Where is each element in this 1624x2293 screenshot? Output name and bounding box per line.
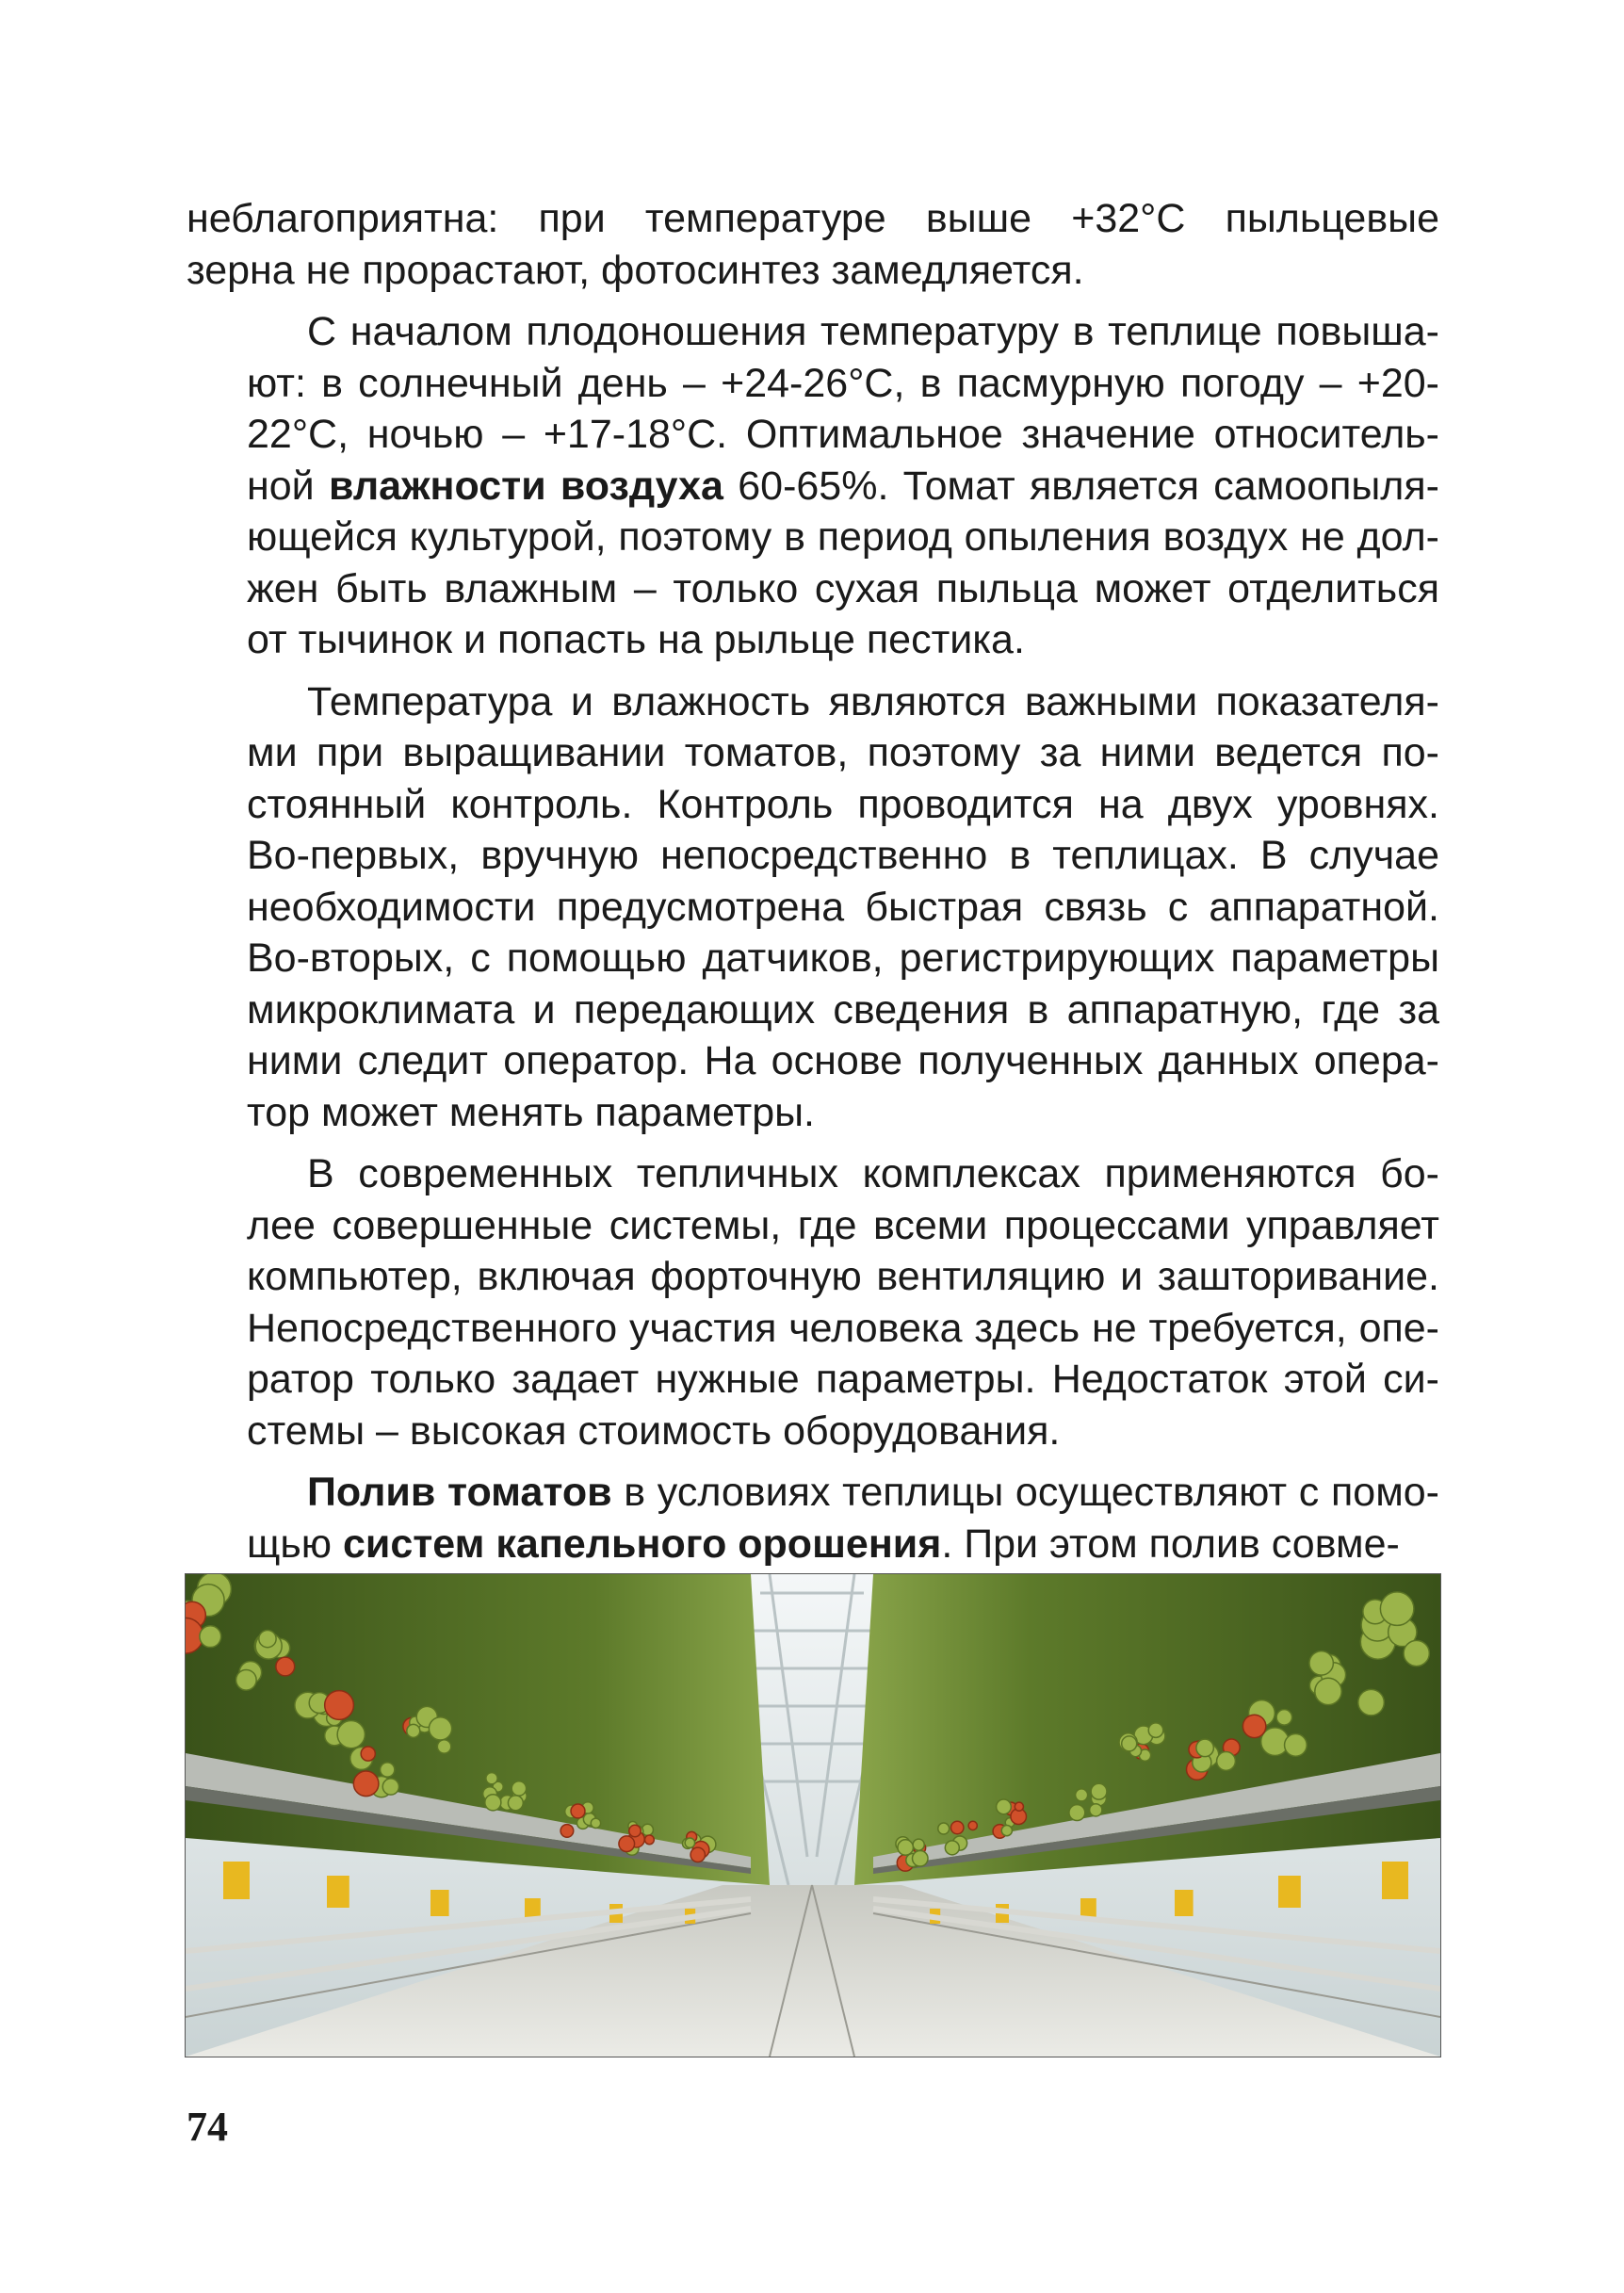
text-run: тор может менять параметры. xyxy=(247,1089,815,1135)
text-line xyxy=(187,306,1439,358)
green-tomato xyxy=(337,1721,365,1748)
ripe-tomato xyxy=(276,1657,295,1676)
paragraph xyxy=(187,676,1439,1139)
text-line xyxy=(187,1467,1439,1519)
ripe-tomato xyxy=(560,1825,574,1838)
ripe-tomato xyxy=(1242,1715,1265,1737)
text-run: ними следит оператор. На основе полученных данных опера- xyxy=(247,1038,1439,1083)
green-tomato xyxy=(1090,1804,1102,1816)
ripe-tomato xyxy=(645,1835,655,1845)
green-tomato xyxy=(200,1626,221,1648)
green-tomato xyxy=(997,1799,1012,1814)
green-tomato xyxy=(913,1850,929,1866)
green-tomato xyxy=(913,1839,924,1850)
text-line xyxy=(187,358,1439,410)
text-run: зерна не прорастают, фотосинтез замедляется. xyxy=(187,247,1084,293)
text-run: 22°С, ночью – +17-18°С. Оптимальное значение относитель- xyxy=(247,412,1439,457)
text-line xyxy=(187,1087,1439,1139)
text-run: Во-первых, вручную непосредственно в теплицах. В случае xyxy=(247,833,1439,878)
paragraph xyxy=(187,306,1439,666)
text-run: щью xyxy=(247,1521,343,1567)
green-tomato xyxy=(508,1796,523,1811)
ripe-tomato xyxy=(325,1691,354,1720)
text-line xyxy=(187,1303,1439,1355)
text-line xyxy=(187,676,1439,728)
ripe-tomato xyxy=(619,1836,635,1852)
text-run: лее совершенные системы, где всеми процессами управляет xyxy=(247,1202,1439,1248)
green-tomato xyxy=(1148,1723,1162,1737)
greenhouse-photo xyxy=(185,1573,1441,2057)
text-run: В современных тепличных комплексах применяются бо- xyxy=(307,1151,1439,1196)
text-line xyxy=(187,984,1439,1036)
text-run: необходимости предусмотрена быстрая связь с аппаратной. xyxy=(247,884,1439,930)
green-tomato xyxy=(259,1630,276,1647)
green-tomato xyxy=(381,1763,395,1777)
yellow-sticky-trap xyxy=(430,1890,449,1916)
text-run: стоянный контроль. Контроль проводится на двух уровнях. xyxy=(247,781,1439,827)
green-tomato xyxy=(898,1840,913,1855)
text-run: Во-вторых, с помощью датчиков, регистрирующих параметры xyxy=(247,935,1439,981)
bold-term: Полив томатов xyxy=(307,1470,612,1515)
text-run: неблагоприятна: при температуре выше +32°С пыльцевые xyxy=(187,196,1439,241)
text-line xyxy=(187,882,1439,934)
text-line xyxy=(187,727,1439,779)
text-run: Непосредственного участия человека здесь не требуется, опе- xyxy=(247,1305,1439,1351)
ripe-tomato xyxy=(571,1804,585,1818)
green-tomato xyxy=(1091,1783,1107,1799)
text-run: . При этом полив совме- xyxy=(941,1521,1400,1567)
green-tomato xyxy=(1309,1651,1333,1675)
green-tomato xyxy=(236,1669,257,1690)
text-run: ми при выращивании томатов, поэтому за ними ведется по- xyxy=(247,730,1439,775)
green-tomato xyxy=(407,1724,420,1737)
green-tomato xyxy=(1217,1752,1236,1771)
green-tomato xyxy=(1285,1734,1307,1757)
yellow-sticky-trap xyxy=(327,1876,349,1908)
green-tomato xyxy=(512,1781,526,1796)
green-tomato xyxy=(1076,1789,1088,1801)
text-line xyxy=(187,1148,1439,1200)
yellow-sticky-trap xyxy=(1175,1890,1194,1916)
paragraph xyxy=(187,1148,1439,1456)
text-run: от тычинок и попасть на рыльце пестика. xyxy=(247,617,1025,662)
text-line xyxy=(187,1354,1439,1406)
ripe-tomato xyxy=(1015,1802,1023,1811)
green-tomato xyxy=(382,1779,398,1795)
green-tomato xyxy=(1380,1592,1414,1626)
paragraph xyxy=(187,1467,1439,1569)
text-run: компьютер, включая форточную вентиляцию и зашторивание. xyxy=(247,1254,1439,1299)
text-line xyxy=(187,1519,1439,1570)
text-line xyxy=(187,779,1439,831)
ripe-tomato xyxy=(353,1771,379,1797)
green-tomato xyxy=(485,1795,501,1811)
text-line xyxy=(187,245,1439,297)
ripe-tomato xyxy=(361,1747,375,1761)
text-line xyxy=(187,409,1439,461)
green-tomato xyxy=(945,1841,959,1855)
yellow-sticky-trap xyxy=(1278,1876,1301,1908)
green-tomato xyxy=(1315,1678,1341,1704)
green-tomato xyxy=(1404,1640,1429,1666)
body-text xyxy=(187,193,1439,1569)
text-run: микроклимата и передающих сведения в аппаратную, где за xyxy=(247,986,1439,1033)
text-run: 60-65%. Томат является самоопыля- xyxy=(723,463,1439,509)
green-tomato xyxy=(1276,1710,1291,1725)
text-line xyxy=(187,461,1439,512)
text-line xyxy=(187,193,1439,245)
text-run: стемы – высокая стоимость оборудования. xyxy=(247,1407,1061,1454)
text-run: ной xyxy=(247,463,329,509)
green-tomato xyxy=(1001,1826,1012,1836)
green-tomato xyxy=(591,1818,600,1828)
green-tomato xyxy=(1358,1689,1385,1716)
text-line xyxy=(187,1035,1439,1087)
ripe-tomato xyxy=(629,1825,641,1837)
text-run: ющейся культурой, поэтому в период опыления воздух не дол- xyxy=(247,514,1439,560)
text-line xyxy=(187,1406,1439,1457)
text-line xyxy=(187,614,1439,666)
text-line xyxy=(187,563,1439,615)
text-run: Температура и влажность являются важными показателя- xyxy=(307,678,1439,724)
green-tomato xyxy=(938,1823,950,1834)
paragraph xyxy=(187,193,1439,296)
text-line xyxy=(187,1251,1439,1303)
greenhouse-tomato-rows-image xyxy=(186,1574,1440,2057)
text-run: С началом плодоношения температуру в теплице повыша- xyxy=(307,309,1439,354)
ripe-tomato xyxy=(950,1821,963,1833)
text-line xyxy=(187,933,1439,984)
yellow-sticky-trap xyxy=(1382,1862,1408,1899)
green-tomato xyxy=(1196,1739,1213,1756)
green-tomato xyxy=(429,1717,451,1740)
green-tomato xyxy=(1069,1805,1085,1821)
text-line xyxy=(187,830,1439,882)
text-run: жен быть влажным – только сухая пыльца может отделиться xyxy=(247,565,1439,611)
bold-term: влажности воздуха xyxy=(328,463,723,509)
green-tomato xyxy=(437,1740,450,1753)
ripe-tomato xyxy=(968,1821,977,1830)
text-line xyxy=(187,1200,1439,1252)
text-run: в условиях теплицы осуществляют с помо- xyxy=(611,1470,1439,1515)
green-tomato xyxy=(486,1773,497,1784)
text-run: ют: в солнечный день – +24-26°С, в пасмурную погоду – +20- xyxy=(247,360,1439,406)
yellow-sticky-trap xyxy=(223,1862,250,1899)
bold-term: систем капельного орошения xyxy=(342,1521,942,1567)
text-line xyxy=(187,512,1439,563)
green-tomato xyxy=(685,1838,694,1847)
page-number: 74 xyxy=(187,2104,228,2150)
ripe-tomato xyxy=(690,1847,705,1862)
text-run: ратор только задает нужные параметры. Недостаток этой си- xyxy=(247,1357,1439,1402)
green-tomato xyxy=(1122,1736,1137,1751)
